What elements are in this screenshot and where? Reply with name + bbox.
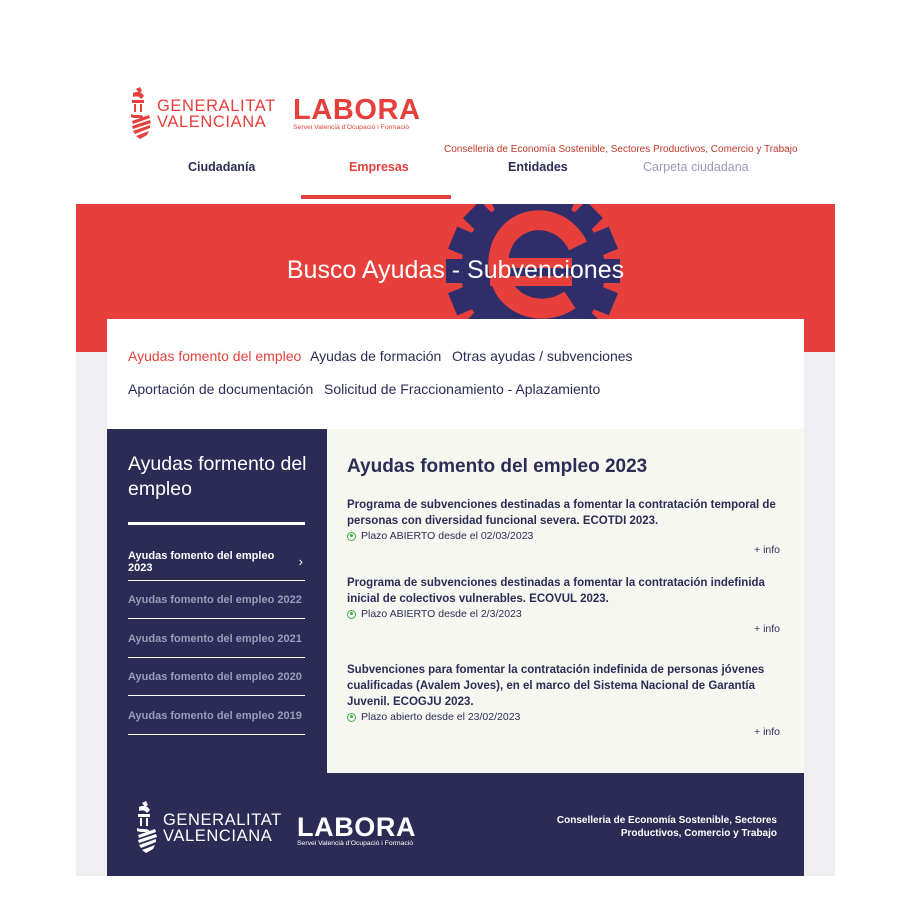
labora-wordmark: LABORA <box>293 94 421 126</box>
footer-labora-logo[interactable] <box>297 814 416 847</box>
sidebar-item-2023[interactable] <box>128 543 305 581</box>
labora-subtitle: Servei Valencià d'Ocupació i Formació <box>297 840 414 847</box>
sidebar-item-2021[interactable] <box>128 620 305 658</box>
status-open-icon <box>347 532 356 541</box>
gv-line1: GENERALITAT <box>163 811 282 829</box>
status-open-icon <box>347 610 356 619</box>
nav-empresas[interactable]: Empresas <box>349 160 409 174</box>
labora-subtitle: Servei Valencià d'Ocupació i Formació <box>293 124 410 131</box>
sidebar-item-label: Ayudas fomento del empleo 2021 <box>128 632 302 645</box>
grant-status <box>347 529 777 543</box>
content-title: Ayudas fomento del empleo 2023 <box>347 456 648 477</box>
generalitat-logo[interactable] <box>130 87 276 141</box>
sidebar-item-2019[interactable] <box>128 697 305 735</box>
grant-status-text: Plazo abierto desde el 23/02/2023 <box>361 711 521 723</box>
status-open-icon <box>347 713 356 722</box>
more-info-link[interactable]: + info <box>754 726 780 738</box>
grant-status-text: Plazo ABIERTO desde el 02/03/2023 <box>361 530 534 542</box>
sidebar-divider <box>128 522 305 525</box>
labora-wordmark: LABORA <box>297 812 417 842</box>
content-panel <box>327 429 804 773</box>
gv-line2: VALENCIANA <box>157 113 267 131</box>
gv-line1: GENERALITAT <box>157 97 276 115</box>
footer <box>107 773 804 876</box>
sidebar-title: Ayudas formento del empleo <box>128 453 307 500</box>
sidebar-item-label: Ayudas fomento del empleo 2023 <box>128 549 275 574</box>
grant-status-text: Plazo ABIERTO desde el 2/3/2023 <box>361 608 522 620</box>
sidebar-item-label: Ayudas fomento del empleo 2022 <box>128 593 302 606</box>
grant-status <box>347 710 777 724</box>
main-nav <box>0 160 921 200</box>
nav-carpeta-ciudadana[interactable]: Carpeta ciudadana <box>643 160 749 174</box>
conselleria-footer-text: Conselleria de Economía Sostenible, Sectores Productivos, Comercio y Trabajo <box>556 815 777 839</box>
nav-active-indicator <box>301 195 451 199</box>
tab-ayudas-formacion[interactable]: Ayudas de formación <box>310 348 442 364</box>
grant-title[interactable]: Subvenciones para fomentar la contratación indefinida de personas jóvenes cualificadas (Avalem Joves), en el marco del Sistema Nacional de Garantía Juvenil. ECOGJU 2023. <box>347 664 765 708</box>
grant-entry <box>347 575 777 621</box>
page-title: Busco Ayudas - Subvenciones <box>286 256 625 284</box>
sidebar-item-2020[interactable] <box>128 658 305 696</box>
grant-status <box>347 607 777 621</box>
tab-solicitud-fraccionamiento[interactable]: Solicitud de Fraccionamiento - Aplazamiento <box>324 381 601 397</box>
nav-ciudadania[interactable]: Ciudadanía <box>188 160 256 174</box>
gv-line2: VALENCIANA <box>163 827 273 845</box>
labora-logo[interactable] <box>293 96 421 131</box>
sidebar <box>107 429 327 773</box>
tab-aportacion-documentacion[interactable]: Aportación de documentación <box>128 381 314 397</box>
conselleria-header-text: Conselleria de Economía Sostenible, Sectores Productivos, Comercio y Trabajo <box>444 144 798 155</box>
grant-title[interactable]: Programa de subvenciones destinadas a fomentar la contratación indefinida inicial de colectivos vulnerables. ECOVUL 2023. <box>347 577 765 605</box>
nav-entidades[interactable]: Entidades <box>508 160 568 174</box>
tab-ayudas-fomento-empleo[interactable]: Ayudas fomento del empleo <box>128 348 302 364</box>
tabs-panel <box>107 319 804 429</box>
grant-title[interactable]: Programa de subvenciones destinadas a fomentar la contratación temporal de personas con diversidad funcional severa. ECOTDI 2023. <box>347 499 776 527</box>
sidebar-item-2022[interactable] <box>128 581 305 619</box>
more-info-link[interactable]: + info <box>754 544 780 556</box>
more-info-link[interactable]: + info <box>754 623 780 635</box>
coat-of-arms-icon <box>136 801 158 855</box>
footer-generalitat-logo[interactable] <box>136 801 282 855</box>
coat-of-arms-icon <box>130 87 152 141</box>
tab-otras-ayudas[interactable]: Otras ayudas / subvenciones <box>452 348 633 364</box>
grant-entry <box>347 662 777 724</box>
grant-entry <box>347 497 777 543</box>
sidebar-item-label: Ayudas fomento del empleo 2019 <box>128 709 302 722</box>
sidebar-item-label: Ayudas fomento del empleo 2020 <box>128 670 302 683</box>
chevron-right-icon: › <box>298 554 303 569</box>
